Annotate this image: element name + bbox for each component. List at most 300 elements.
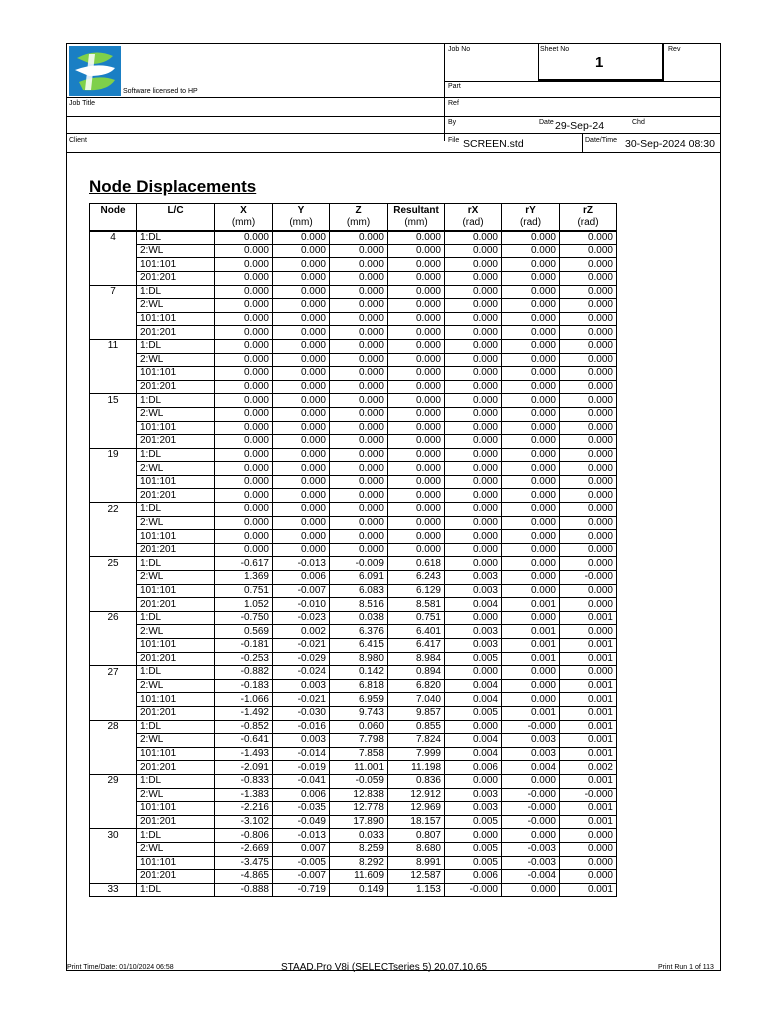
value-cell: 0.618 <box>388 557 445 571</box>
table-row <box>90 353 617 367</box>
unit-resultant: (mm) <box>388 217 445 231</box>
table-row <box>90 462 617 476</box>
table-row <box>90 407 617 421</box>
value-cell: 17.890 <box>330 815 388 829</box>
value-cell: 0.000 <box>445 543 502 557</box>
value-cell: 0.001 <box>502 652 560 666</box>
value-cell: 11.609 <box>330 870 388 884</box>
load-case-cell: 1:DL <box>137 720 215 734</box>
value-cell: 12.912 <box>388 788 445 802</box>
node-cell <box>90 367 137 381</box>
load-case-cell: 101:101 <box>137 258 215 272</box>
value-cell: 6.415 <box>330 639 388 653</box>
load-case-cell: 1:DL <box>137 285 215 299</box>
value-cell: 0.000 <box>445 271 502 285</box>
client-label: Client <box>69 137 87 144</box>
node-cell <box>90 639 137 653</box>
value-cell: 0.000 <box>215 244 273 258</box>
table-row <box>90 475 617 489</box>
node-cell: 28 <box>90 720 137 734</box>
file-label: File <box>448 137 460 144</box>
node-cell <box>90 598 137 612</box>
value-cell: 0.000 <box>445 394 502 408</box>
value-cell: 0.000 <box>502 448 560 462</box>
value-cell: 0.005 <box>445 842 502 856</box>
value-cell: -0.750 <box>215 611 273 625</box>
value-cell: -0.010 <box>273 598 330 612</box>
value-cell: 0.000 <box>273 326 330 340</box>
table-row <box>90 299 617 313</box>
node-cell <box>90 815 137 829</box>
value-cell: -2.216 <box>215 802 273 816</box>
value-cell: 0.000 <box>388 435 445 449</box>
value-cell: -3.475 <box>215 856 273 870</box>
table-row <box>90 693 617 707</box>
value-cell: 0.007 <box>273 842 330 856</box>
load-case-cell: 2:WL <box>137 788 215 802</box>
value-cell: 0.001 <box>560 802 617 816</box>
value-cell: 0.000 <box>445 367 502 381</box>
table-row <box>90 231 617 245</box>
value-cell: 0.000 <box>215 421 273 435</box>
value-cell: 0.000 <box>445 339 502 353</box>
value-cell: -0.882 <box>215 666 273 680</box>
value-cell: 0.000 <box>502 407 560 421</box>
value-cell: 6.083 <box>330 584 388 598</box>
value-cell: 0.000 <box>560 870 617 884</box>
load-case-cell: 101:101 <box>137 584 215 598</box>
value-cell: 0.000 <box>560 421 617 435</box>
value-cell: 0.751 <box>215 584 273 598</box>
col-z: Z <box>330 204 388 218</box>
date-value: 29-Sep-24 <box>555 120 605 132</box>
value-cell: -0.013 <box>273 829 330 843</box>
value-cell: 1.153 <box>388 883 445 897</box>
value-cell: 0.003 <box>445 639 502 653</box>
value-cell: -1.383 <box>215 788 273 802</box>
sheet-no-label: Sheet No <box>540 46 570 53</box>
value-cell: 0.000 <box>502 326 560 340</box>
table-row <box>90 244 617 258</box>
value-cell: 0.000 <box>388 244 445 258</box>
table-row <box>90 652 617 666</box>
value-cell: -3.102 <box>215 815 273 829</box>
value-cell: 7.999 <box>388 747 445 761</box>
value-cell: 11.198 <box>388 761 445 775</box>
value-cell: -0.183 <box>215 679 273 693</box>
value-cell: 0.000 <box>273 503 330 517</box>
value-cell: 0.000 <box>560 625 617 639</box>
value-cell: 0.000 <box>502 394 560 408</box>
date-label: Date <box>539 119 554 126</box>
value-cell: 0.751 <box>388 611 445 625</box>
value-cell: 0.006 <box>445 761 502 775</box>
node-cell <box>90 353 137 367</box>
unit-lc <box>137 217 215 231</box>
value-cell: 0.000 <box>502 285 560 299</box>
value-cell: 6.820 <box>388 679 445 693</box>
value-cell: 0.000 <box>330 394 388 408</box>
col-rx: rX <box>445 204 502 218</box>
value-cell: 0.149 <box>330 883 388 897</box>
value-cell: 0.000 <box>215 503 273 517</box>
value-cell: 0.004 <box>445 734 502 748</box>
table-row <box>90 679 617 693</box>
value-cell: 7.858 <box>330 747 388 761</box>
value-cell: 0.038 <box>330 611 388 625</box>
chd-label: Chd <box>632 119 645 126</box>
value-cell: 0.000 <box>560 503 617 517</box>
value-cell: 0.000 <box>502 489 560 503</box>
value-cell: 0.000 <box>502 475 560 489</box>
value-cell: 0.000 <box>273 271 330 285</box>
value-cell: 0.001 <box>502 598 560 612</box>
node-cell <box>90 543 137 557</box>
load-case-cell: 2:WL <box>137 734 215 748</box>
value-cell: 0.000 <box>445 407 502 421</box>
value-cell: 0.000 <box>560 367 617 381</box>
value-cell: -0.181 <box>215 639 273 653</box>
value-cell: 0.000 <box>502 339 560 353</box>
load-case-cell: 2:WL <box>137 625 215 639</box>
value-cell: 0.000 <box>560 339 617 353</box>
value-cell: 0.004 <box>445 598 502 612</box>
value-cell: 0.001 <box>560 720 617 734</box>
value-cell: -0.049 <box>273 815 330 829</box>
load-case-cell: 2:WL <box>137 516 215 530</box>
print-time: Print Time/Date: 01/10/2024 06:58 <box>67 964 174 971</box>
value-cell: 9.743 <box>330 706 388 720</box>
table-row <box>90 666 617 680</box>
node-cell <box>90 244 137 258</box>
value-cell: 0.000 <box>560 244 617 258</box>
value-cell: -0.021 <box>273 693 330 707</box>
value-cell: -0.000 <box>502 802 560 816</box>
load-case-cell: 1:DL <box>137 394 215 408</box>
value-cell: 0.000 <box>502 829 560 843</box>
table-row <box>90 339 617 353</box>
value-cell: 0.000 <box>560 299 617 313</box>
node-cell <box>90 571 137 585</box>
value-cell: 0.000 <box>560 231 617 245</box>
title-block <box>66 43 721 153</box>
value-cell: 6.818 <box>330 679 388 693</box>
value-cell: 0.000 <box>215 489 273 503</box>
value-cell: 0.000 <box>273 380 330 394</box>
value-cell: 0.000 <box>330 231 388 245</box>
value-cell: -0.030 <box>273 706 330 720</box>
value-cell: 0.000 <box>560 271 617 285</box>
value-cell: 0.000 <box>445 380 502 394</box>
value-cell: 0.000 <box>330 367 388 381</box>
load-case-cell: 201:201 <box>137 326 215 340</box>
node-cell: 4 <box>90 231 137 245</box>
value-cell: 0.000 <box>388 285 445 299</box>
col-y: Y <box>273 204 330 218</box>
value-cell: 0.000 <box>330 462 388 476</box>
value-cell: 0.000 <box>273 543 330 557</box>
value-cell: 0.000 <box>215 462 273 476</box>
table-row <box>90 815 617 829</box>
value-cell: 0.000 <box>273 339 330 353</box>
part-label: Part <box>448 83 461 90</box>
value-cell: 0.000 <box>388 530 445 544</box>
value-cell: 0.001 <box>502 639 560 653</box>
value-cell: 0.000 <box>560 829 617 843</box>
value-cell: 0.000 <box>215 339 273 353</box>
node-cell <box>90 380 137 394</box>
value-cell: 0.000 <box>388 516 445 530</box>
table-header-row <box>90 204 617 218</box>
load-case-cell: 201:201 <box>137 598 215 612</box>
node-cell <box>90 693 137 707</box>
load-case-cell: 201:201 <box>137 761 215 775</box>
value-cell: 6.129 <box>388 584 445 598</box>
value-cell: -0.007 <box>273 584 330 598</box>
node-cell <box>90 652 137 666</box>
col-ry: rY <box>502 204 560 218</box>
value-cell: 0.000 <box>273 258 330 272</box>
value-cell: 0.001 <box>560 652 617 666</box>
node-cell: 11 <box>90 339 137 353</box>
table-row <box>90 435 617 449</box>
value-cell: 0.000 <box>388 258 445 272</box>
value-cell: 0.000 <box>388 394 445 408</box>
value-cell: 0.000 <box>330 353 388 367</box>
value-cell: 7.040 <box>388 693 445 707</box>
license-text: Software licensed to HP <box>123 88 198 95</box>
value-cell: -0.000 <box>560 571 617 585</box>
value-cell: 0.000 <box>560 666 617 680</box>
node-cell: 30 <box>90 829 137 843</box>
load-case-cell: 201:201 <box>137 380 215 394</box>
unit-node <box>90 217 137 231</box>
table-row <box>90 312 617 326</box>
value-cell: 1.052 <box>215 598 273 612</box>
value-cell: -0.007 <box>273 870 330 884</box>
table-row <box>90 802 617 816</box>
node-cell <box>90 870 137 884</box>
col-node: Node <box>90 204 137 218</box>
value-cell: 0.000 <box>215 299 273 313</box>
value-cell: -2.669 <box>215 842 273 856</box>
value-cell: 0.000 <box>330 503 388 517</box>
value-cell: 0.000 <box>560 448 617 462</box>
value-cell: 0.000 <box>273 231 330 245</box>
node-cell <box>90 516 137 530</box>
value-cell: -0.852 <box>215 720 273 734</box>
node-cell <box>90 407 137 421</box>
node-cell <box>90 584 137 598</box>
table-row <box>90 761 617 775</box>
value-cell: 0.000 <box>330 435 388 449</box>
datetime-label: Date/Time <box>585 137 618 144</box>
value-cell: 0.000 <box>273 435 330 449</box>
value-cell: 0.000 <box>560 475 617 489</box>
node-displacements-table <box>89 203 617 897</box>
value-cell: 0.001 <box>560 747 617 761</box>
value-cell: 7.824 <box>388 734 445 748</box>
value-cell: 0.000 <box>215 312 273 326</box>
value-cell: 0.000 <box>330 516 388 530</box>
load-case-cell: 101:101 <box>137 693 215 707</box>
node-cell <box>90 530 137 544</box>
value-cell: 0.000 <box>502 244 560 258</box>
value-cell: 0.000 <box>388 380 445 394</box>
value-cell: 0.000 <box>215 475 273 489</box>
value-cell: 0.001 <box>560 774 617 788</box>
col-rz: rZ <box>560 204 617 218</box>
value-cell: -0.888 <box>215 883 273 897</box>
table-row <box>90 271 617 285</box>
value-cell: 0.005 <box>445 856 502 870</box>
table-row <box>90 489 617 503</box>
node-cell <box>90 842 137 856</box>
value-cell: 0.000 <box>502 271 560 285</box>
value-cell: 0.000 <box>215 285 273 299</box>
load-case-cell: 1:DL <box>137 557 215 571</box>
value-cell: 0.000 <box>560 312 617 326</box>
table-row <box>90 842 617 856</box>
load-case-cell: 101:101 <box>137 747 215 761</box>
table-body <box>90 231 617 897</box>
table-row <box>90 611 617 625</box>
value-cell: 0.001 <box>560 883 617 897</box>
value-cell: 8.516 <box>330 598 388 612</box>
value-cell: 0.000 <box>273 489 330 503</box>
node-cell <box>90 421 137 435</box>
value-cell: 0.000 <box>502 584 560 598</box>
node-cell <box>90 761 137 775</box>
value-cell: 0.000 <box>330 380 388 394</box>
datetime-value: 30-Sep-2024 08:30 <box>625 138 715 150</box>
table-row <box>90 503 617 517</box>
value-cell: 0.005 <box>445 652 502 666</box>
value-cell: 0.000 <box>388 462 445 476</box>
value-cell: 0.000 <box>560 285 617 299</box>
load-case-cell: 1:DL <box>137 666 215 680</box>
value-cell: 0.000 <box>560 353 617 367</box>
value-cell: -0.014 <box>273 747 330 761</box>
unit-y: (mm) <box>273 217 330 231</box>
value-cell: 0.000 <box>560 584 617 598</box>
value-cell: 0.000 <box>215 516 273 530</box>
load-case-cell: 2:WL <box>137 407 215 421</box>
load-case-cell: 101:101 <box>137 312 215 326</box>
value-cell: 0.000 <box>215 530 273 544</box>
value-cell: 0.000 <box>445 611 502 625</box>
value-cell: 0.004 <box>445 747 502 761</box>
value-cell: -0.003 <box>502 856 560 870</box>
value-cell: 0.000 <box>330 475 388 489</box>
value-cell: 0.000 <box>388 407 445 421</box>
value-cell: 0.000 <box>388 326 445 340</box>
value-cell: -0.021 <box>273 639 330 653</box>
value-cell: 0.004 <box>445 693 502 707</box>
bentley-logo-icon <box>69 46 121 96</box>
value-cell: 11.001 <box>330 761 388 775</box>
value-cell: 0.000 <box>502 503 560 517</box>
value-cell: 0.000 <box>445 489 502 503</box>
value-cell: 0.000 <box>388 475 445 489</box>
value-cell: -0.059 <box>330 774 388 788</box>
value-cell: 0.855 <box>388 720 445 734</box>
value-cell: 0.001 <box>560 679 617 693</box>
value-cell: 12.778 <box>330 802 388 816</box>
table-row <box>90 367 617 381</box>
value-cell: -1.066 <box>215 693 273 707</box>
value-cell: -0.035 <box>273 802 330 816</box>
value-cell: 0.836 <box>388 774 445 788</box>
value-cell: 8.292 <box>330 856 388 870</box>
table-row <box>90 326 617 340</box>
value-cell: 0.000 <box>445 829 502 843</box>
table-row <box>90 557 617 571</box>
node-cell: 33 <box>90 883 137 897</box>
load-case-cell: 201:201 <box>137 706 215 720</box>
node-cell <box>90 435 137 449</box>
value-cell: 0.000 <box>330 543 388 557</box>
value-cell: 0.005 <box>445 815 502 829</box>
node-cell <box>90 326 137 340</box>
value-cell: -0.617 <box>215 557 273 571</box>
value-cell: 0.000 <box>388 448 445 462</box>
value-cell: -0.000 <box>560 788 617 802</box>
value-cell: 0.003 <box>502 734 560 748</box>
value-cell: 0.000 <box>388 312 445 326</box>
load-case-cell: 2:WL <box>137 299 215 313</box>
value-cell: 0.060 <box>330 720 388 734</box>
value-cell: 0.000 <box>445 774 502 788</box>
by-label: By <box>448 119 457 126</box>
table-row <box>90 625 617 639</box>
node-cell <box>90 734 137 748</box>
value-cell: 0.000 <box>445 435 502 449</box>
value-cell: 0.000 <box>445 720 502 734</box>
value-cell: 0.004 <box>445 679 502 693</box>
value-cell: -0.000 <box>502 788 560 802</box>
load-case-cell: 201:201 <box>137 271 215 285</box>
node-cell <box>90 788 137 802</box>
table-row <box>90 829 617 843</box>
value-cell: 0.000 <box>388 271 445 285</box>
value-cell: 8.680 <box>388 842 445 856</box>
value-cell: 0.000 <box>215 448 273 462</box>
value-cell: 6.417 <box>388 639 445 653</box>
value-cell: -2.091 <box>215 761 273 775</box>
value-cell: 0.807 <box>388 829 445 843</box>
value-cell: 0.002 <box>273 625 330 639</box>
load-case-cell: 201:201 <box>137 652 215 666</box>
value-cell: 0.000 <box>273 244 330 258</box>
value-cell: 0.000 <box>445 462 502 476</box>
value-cell: 0.000 <box>560 557 617 571</box>
value-cell: 0.000 <box>330 421 388 435</box>
load-case-cell: 1:DL <box>137 231 215 245</box>
value-cell: 0.003 <box>445 571 502 585</box>
value-cell: 0.000 <box>445 353 502 367</box>
value-cell: 0.000 <box>502 666 560 680</box>
value-cell: 6.401 <box>388 625 445 639</box>
value-cell: 0.001 <box>560 639 617 653</box>
value-cell: 0.000 <box>445 285 502 299</box>
value-cell: 0.000 <box>273 530 330 544</box>
value-cell: 0.000 <box>560 598 617 612</box>
value-cell: 0.142 <box>330 666 388 680</box>
value-cell: 0.894 <box>388 666 445 680</box>
value-cell: 0.000 <box>445 448 502 462</box>
value-cell: 0.000 <box>502 462 560 476</box>
